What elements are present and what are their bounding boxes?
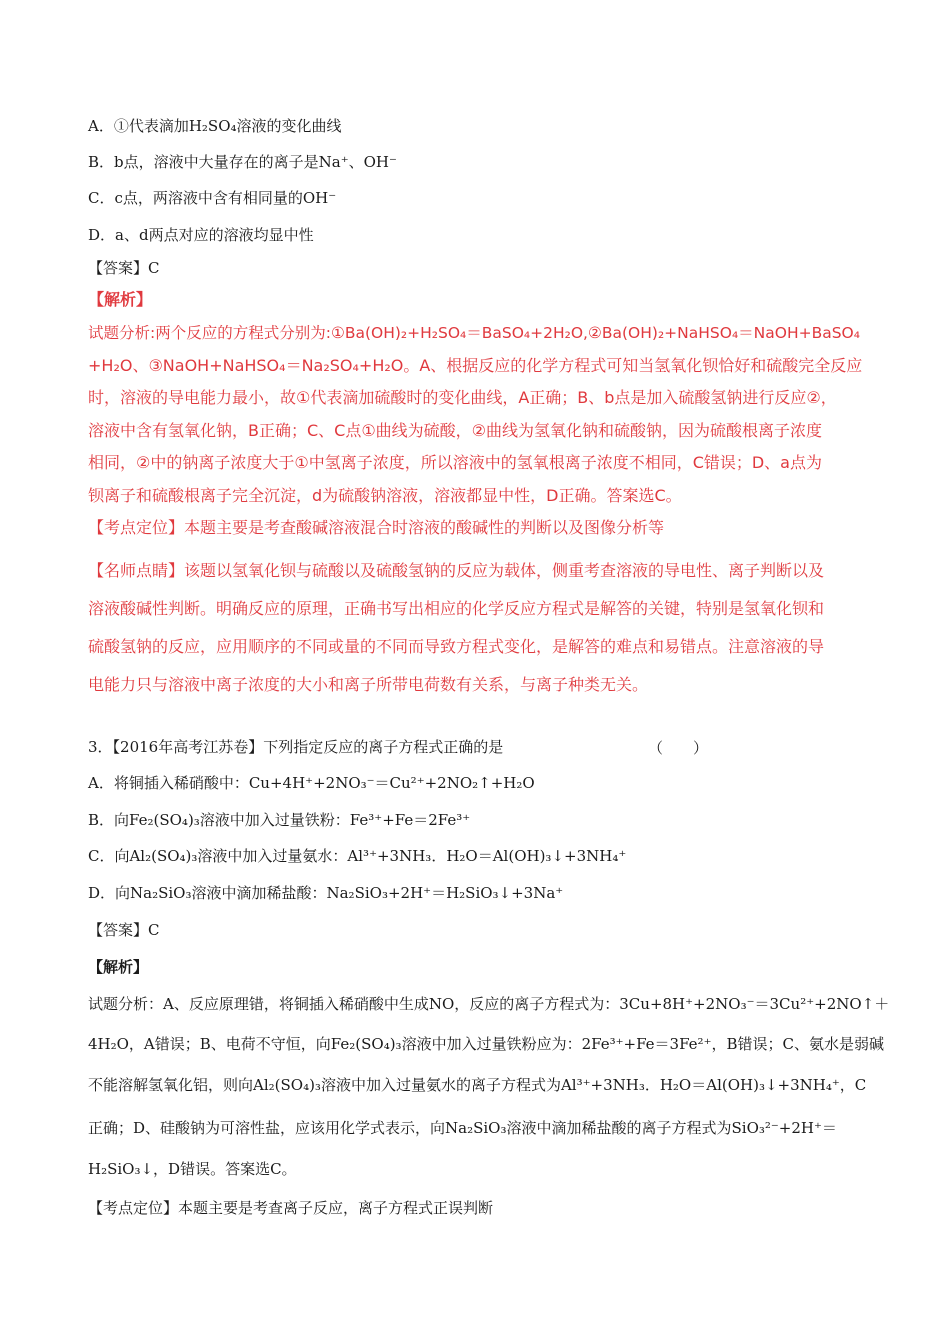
q2-analysis-line: 溶液中含有氢氧化钠，B正确；C、C点①曲线为硫酸，②曲线为氢氧化钠和硫酸钠，因为硫酸根离子浓度	[88, 421, 823, 440]
q2-mingshi-line: 电能力只与溶液中离子浓度的大小和离子所带电荷数有关系，与离子种类无关。	[88, 675, 649, 694]
q2-mingshi-line: 硫酸氢钠的反应，应用顺序的不同或量的不同而导致方程式变化，是解答的难点和易错点。注意溶液的导	[88, 637, 825, 656]
q2-analysis-line: 试题分析:两个反应的方程式分别为:①Ba(OH)₂+H₂SO₄＝BaSO₄+2H₂O,②Ba(OH)₂+NaHSO₄＝NaOH+BaSO₄	[88, 324, 860, 342]
q3-analysis-line: 4H₂O，A错误；B、电荷不守恒，向Fe₂(SO₄)₃溶液中加入过量铁粉应为：2Fe³⁺+Fe＝3Fe²⁺，B错误；C、氨水是弱碱	[88, 1035, 884, 1053]
q2-analysis-line: +H₂O、③NaOH+NaHSO₄＝Na₂SO₄+H₂O。A、根据反应的化学方程式可知当氢氧化钡恰好和硫酸完全反应	[88, 356, 863, 375]
q2-option-d: D．a、d两点对应的溶液均显中性	[88, 226, 314, 244]
q2-mingshi-line: 【名师点睛】该题以氢氧化钡与硫酸以及硫酸氢钠的反应为载体，侧重考查溶液的导电性、离子判断以及	[88, 561, 825, 580]
q3-analysis-line: 不能溶解氢氧化铝，则向Al₂(SO₄)₃溶液中加入过量氨水的离子方程式为Al³⁺+3NH₃．H₂O＝Al(OH)₃↓+3NH₄⁺，C	[88, 1076, 867, 1094]
q2-analysis-title: 【解析】	[88, 290, 153, 309]
q2-option-b: B．b点，溶液中大量存在的离子是Na⁺、OH⁻	[88, 153, 397, 171]
q2-analysis-line: 相同，②中的钠离子浓度大于①中氢离子浓度，所以溶液中的氢氧根离子浓度不相同，C错误；D、a点为	[88, 453, 822, 472]
q2-option-c: C．c点，两溶液中含有相同量的OH⁻	[88, 189, 337, 207]
q2-option-a: A．①代表滴加H₂SO₄溶液的变化曲线	[88, 117, 342, 135]
q3-analysis-line: 正确；D、硅酸钠为可溶性盐，应该用化学式表示，向Na₂SiO₃溶液中滴加稀盐酸的离子方程式为SiO₃²⁻+2H⁺＝	[88, 1119, 837, 1137]
q2-analysis-line: 钡离子和硫酸根离子完全沉淀，d为硫酸钠溶液，溶液都显中性，D正确。答案选C。	[88, 486, 682, 505]
q3-option-b: B．向Fe₂(SO₄)₃溶液中加入过量铁粉：Fe³⁺+Fe＝2Fe³⁺	[88, 811, 471, 829]
q3-analysis-title: 【解析】	[88, 958, 149, 976]
q3-answer-bracket: （ ）	[648, 739, 709, 757]
q3-answer: 【答案】C	[88, 921, 160, 939]
q2-mingshi-line: 溶液酸碱性判断。明确反应的原理，正确书写出相应的化学反应方程式是解答的关键，特别是氢氧化钡和	[88, 599, 825, 618]
q3-kaodian: 【考点定位】本题主要是考查离子反应，离子方程式正误判断	[88, 1199, 494, 1217]
q3-analysis-line: 试题分析：A、反应原理错，将铜插入稀硝酸中生成NO，反应的离子方程式为：3Cu+8H⁺+2NO₃⁻＝3Cu²⁺+2NO↑＋	[88, 995, 890, 1013]
q2-kaodian: 【考点定位】本题主要是考查酸碱溶液混合时溶液的酸碱性的判断以及图像分析等	[88, 518, 665, 537]
q3-stem: 3．【2016年高考江苏卷】下列指定反应的离子方程式正确的是	[88, 738, 504, 756]
q3-option-a: A．将铜插入稀硝酸中：Cu+4H⁺+2NO₃⁻＝Cu²⁺+2NO₂↑+H₂O	[88, 774, 535, 792]
q2-answer: 【答案】C	[88, 259, 160, 277]
q3-option-d: D．向Na₂SiO₃溶液中滴加稀盐酸：Na₂SiO₃+2H⁺＝H₂SiO₃↓+3Na⁺	[88, 884, 564, 902]
q3-analysis-line: H₂SiO₃↓，D错误。答案选C。	[88, 1160, 297, 1178]
q3-option-c: C．向Al₂(SO₄)₃溶液中加入过量氨水：Al³⁺+3NH₃．H₂O＝Al(OH)₃↓+3NH₄⁺	[88, 847, 627, 865]
q2-analysis-line: 时，溶液的导电能力最小，故①代表滴加硫酸时的变化曲线，A正确；B、b点是加入硫酸氢钠进行反应②，	[88, 388, 837, 407]
